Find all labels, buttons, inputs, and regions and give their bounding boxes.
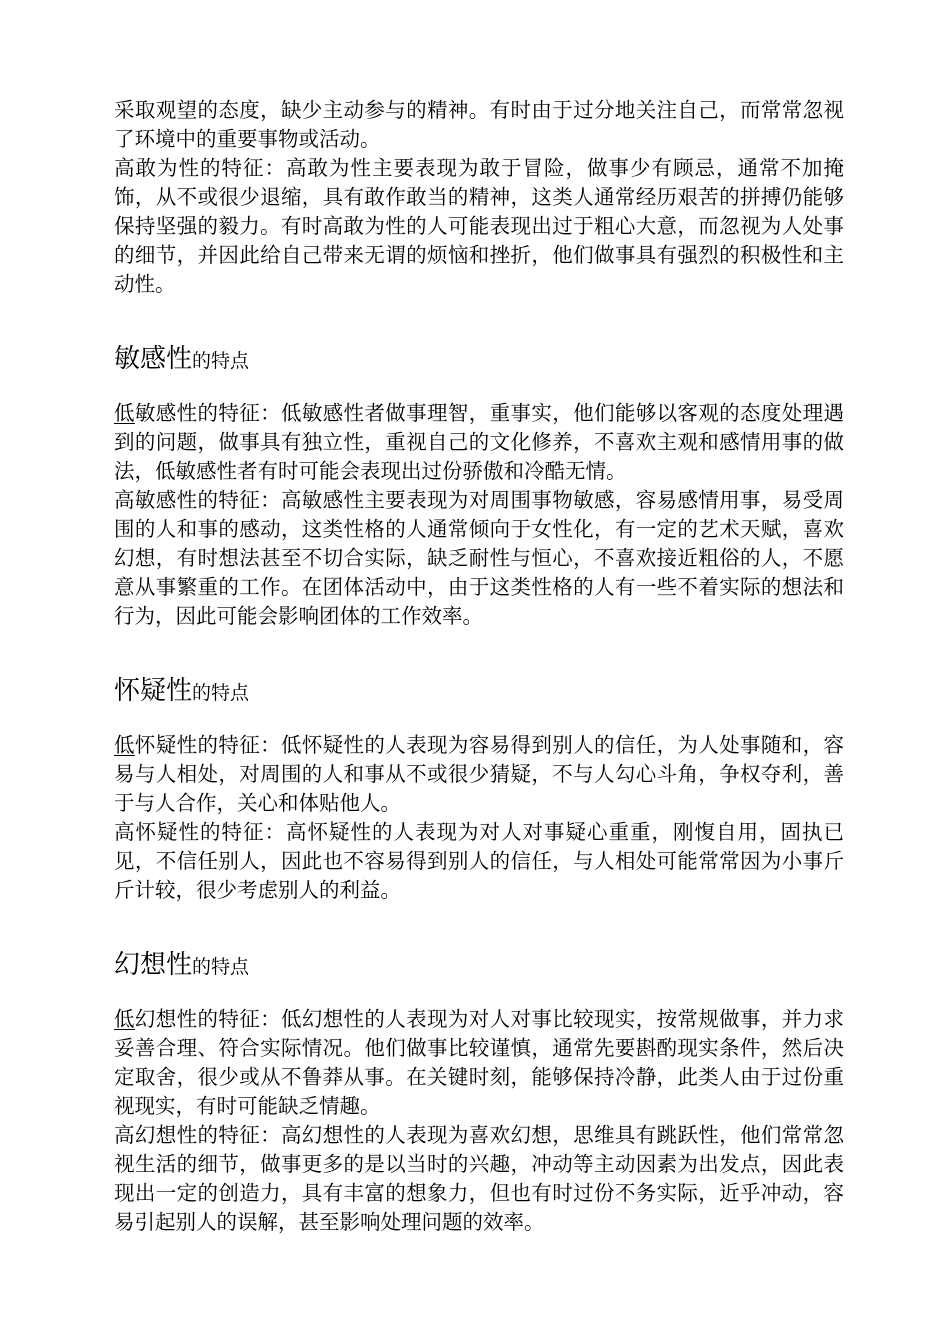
heading-suffix: 的特点 <box>192 682 250 704</box>
low-trait-text: 怀疑性的特征：低怀疑性的人表现为容易得到别人的信任，为人处事随和，容易与人相处，对周围的人和事从不或很少猜疑，不与人勾心斗角，争权夺利，善于与人合作，关心和体贴他人。 <box>114 733 845 815</box>
heading-trait: 怀疑性 <box>114 676 193 706</box>
high-trait-paragraph: 高怀疑性的特征：高怀疑性的人表现为对人对事疑心重重，刚愎自用，固执已见，不信任别人，因此也不容易得到别人的信任，与人相处可能常常因为小事斤斤计较，很少考虑别人的利益。 <box>114 820 844 902</box>
section-imagination <box>114 945 844 1237</box>
low-marker: 低 <box>114 401 135 425</box>
low-marker: 低 <box>114 733 135 757</box>
low-trait-paragraph <box>114 1005 844 1121</box>
heading-suffix: 的特点 <box>192 350 250 372</box>
section-heading <box>114 945 844 985</box>
low-trait-text: 敏感性的特征：低敏感性者做事理智，重事实，他们能够以客观的态度处理遇到的问题，做事具有独立性，重视自己的文化修养，不喜欢主观和感情用事的做法，低敏感性者有时可能会表现出过份骄傲和冷酷无情。 <box>114 401 845 483</box>
heading-suffix: 的特点 <box>192 956 250 978</box>
low-trait-text: 幻想性的特征：低幻想性的人表现为对人对事比较现实，按常规做事，并力求妥善合理、符合实际情况。他们做事比较谨慎，通常先要斟酌现实条件，然后决定取舍，很少或从不鲁莽从事。在关键时刻，能够保持冷静，此类人由于过份重视现实，有时可能缺乏情趣。 <box>114 1007 845 1118</box>
section-suspicion <box>114 671 844 905</box>
high-trait-paragraph: 高敏感性的特征：高敏感性主要表现为对周围事物敏感，容易感情用事，易受周围的人和事的感动，这类性格的人通常倾向于女性化，有一定的艺术天赋，喜欢幻想，有时想法甚至不切合实际，缺乏耐性与恒心，不喜欢接近粗俗的人，不愿意从事繁重的工作。在团体活动中，由于这类性格的人有一些不着实际的想法和行为，因此可能会影响团体的工作效率。 <box>114 488 844 628</box>
low-trait-paragraph <box>114 731 844 818</box>
low-trait-paragraph <box>114 399 844 486</box>
section-heading <box>114 339 844 379</box>
section-heading <box>114 671 844 711</box>
heading-trait: 幻想性 <box>114 950 193 980</box>
intro-paragraph-continued: 采取观望的态度，缺少主动参与的精神。有时由于过分地关注自己，而常常忽视了环境中的重要事物或活动。 <box>114 98 844 151</box>
low-marker: 低 <box>114 1007 135 1031</box>
document-page <box>114 96 844 1237</box>
heading-trait: 敏感性 <box>114 344 193 374</box>
section-sensitivity <box>114 339 844 631</box>
intro-paragraph-high-boldness: 高敢为性的特征：高敢为性主要表现为敢于冒险，做事少有顾忌，通常不加掩饰，从不或很少退缩，具有敢作敢当的精神，这类人通常经历艰苦的拼搏仍能够保持坚强的毅力。有时高敢为性的人可能表现出过于粗心大意，而忽视为人处事的细节，并因此给自己带来无谓的烦恼和挫折，他们做事具有强烈的积极性和主动性。 <box>114 156 844 296</box>
high-trait-paragraph: 高幻想性的特征：高幻想性的人表现为喜欢幻想，思维具有跳跃性，他们常常忽视生活的细节，做事更多的是以当时的兴趣，冲动等主动因素为出发点，因此表现出一定的创造力，具有丰富的想象力，但也有时过份不务实际，近乎冲动，容易引起别人的误解，甚至影响处理问题的效率。 <box>114 1123 844 1234</box>
